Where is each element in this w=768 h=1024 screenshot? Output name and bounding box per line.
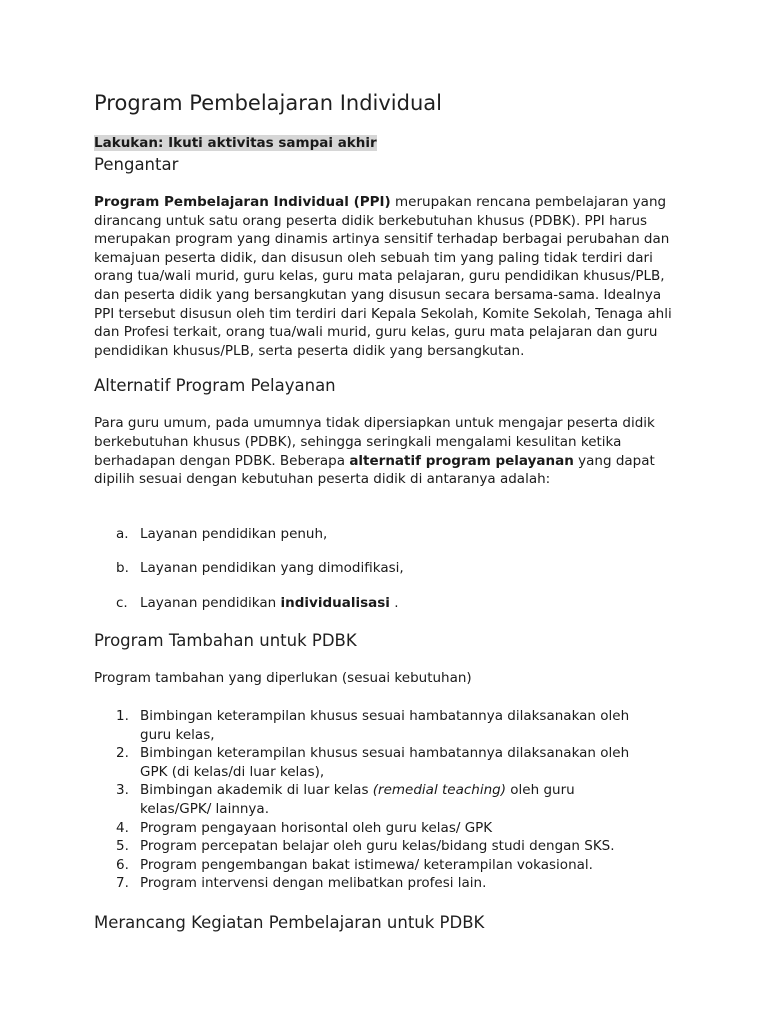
list-item	[94, 874, 684, 893]
list-marker: c.	[116, 594, 128, 611]
list-item-tail: oleh guru kelas/GPK/ lainnya.	[140, 782, 575, 818]
list-item-text: Layanan pendidikan yang dimodifikasi,	[140, 560, 404, 577]
list-marker: 6.	[116, 856, 129, 873]
list-item-text: Program percepatan belajar oleh guru kelas/bidang studi dengan SKS.	[140, 838, 615, 855]
intro-bold-lead: Program Pembelajaran Individual (PPI)	[94, 194, 391, 210]
list-marker: b.	[116, 560, 129, 577]
intro-text: merupakan rencana pembelajaran yang dirancang untuk satu orang peserta didik berkebutuhan khusus (PDBK). PPI harus merupakan program yang dinamis artinya sensitif terhadap berbagai perubahan dan kemajuan peserta didik, dan disusun oleh sebuah tim yang paling tidak terdiri dari orang tua/wali murid, guru kelas, guru mata pelajaran, guru pendidikan khusus/PLB, dan peserta didik yang bersangkutan yang disusun secara bersama-sama. Idealnya PPI tersebut disusun oleh tim terdiri dari Kepala Sekolah, Komite Sekolah, Tenaga ahli dan Profesi terkait, orang tua/wali murid, guru kelas, guru mata pelajaran dan guru pendidikan khusus/PLB, serta peserta didik yang bersangkutan.	[94, 194, 672, 359]
alternatif-text-bold: alternatif program pelayanan	[349, 452, 574, 469]
instruction-line	[94, 134, 684, 153]
list-item	[94, 781, 684, 818]
alternatif-text-after: yang dapat dipilih sesuai dengan kebutuhan peserta didik di antaranya adalah:	[94, 452, 655, 488]
list-item	[94, 707, 684, 744]
section-heading-tambahan: Program Tambahan untuk PDBK	[94, 630, 357, 650]
list-item	[94, 744, 684, 781]
list-item-tail: .	[389, 594, 399, 611]
alternatif-paragraph	[94, 414, 684, 488]
list-marker: 4.	[116, 819, 129, 836]
list-marker: 5.	[116, 838, 129, 855]
section-heading-alternatif: Alternatif Program Pelayanan	[94, 376, 336, 396]
list-item-text: Bimbingan keterampilan khusus sesuai hambatannya dilaksanakan oleh guru kelas,	[140, 708, 630, 743]
list-item-text: Program intervensi dengan melibatkan profesi lain.	[140, 875, 487, 892]
list-item-text: Program pengembangan bakat istimewa/ keterampilan vokasional.	[140, 856, 593, 873]
intro-paragraph	[94, 193, 684, 360]
instruction-highlight: Lakukan: Ikuti aktivitas sampai akhir	[94, 135, 377, 151]
list-item-text: Layanan pendidikan penuh,	[140, 525, 328, 542]
list-item	[94, 594, 684, 613]
list-marker: 7.	[116, 875, 129, 892]
list-item	[94, 559, 684, 578]
list-item	[94, 837, 684, 856]
alternatif-list	[94, 525, 684, 613]
list-marker: 3.	[116, 782, 129, 799]
page-title: Program Pembelajaran Individual	[94, 91, 442, 115]
list-item	[94, 819, 684, 838]
section-heading-pengantar: Pengantar	[94, 155, 179, 174]
list-item	[94, 856, 684, 875]
list-item-text: Layanan pendidikan	[140, 594, 281, 611]
tambahan-intro: Program tambahan yang diperlukan (sesuai kebutuhan)	[94, 669, 472, 686]
list-marker: a.	[116, 525, 129, 542]
list-item-italic: (remedial teaching)	[372, 782, 506, 799]
list-item-text: Program pengayaan horisontal oleh guru kelas/ GPK	[140, 819, 493, 836]
alternatif-text-before: Para guru umum, pada umumnya tidak dipersiapkan untuk mengajar peserta didik berkebutuhan khusus (PDBK), sehingga seringkali mengalami kesulitan ketika berhadapan dengan PDBK. Beberapa	[94, 415, 655, 469]
list-item-text: Bimbingan akademik di luar kelas	[140, 782, 373, 799]
list-item-bold: individualisasi	[280, 594, 390, 611]
tambahan-list	[94, 707, 684, 893]
list-marker: 2.	[116, 745, 129, 762]
section-heading-merancang: Merancang Kegiatan Pembelajaran untuk PDBK	[94, 913, 485, 933]
list-marker: 1.	[116, 708, 129, 725]
list-item-text: Bimbingan keterampilan khusus sesuai hambatannya dilaksanakan oleh GPK (di kelas/di luar kelas),	[140, 745, 630, 780]
list-item	[94, 525, 684, 544]
document-page	[94, 88, 684, 935]
